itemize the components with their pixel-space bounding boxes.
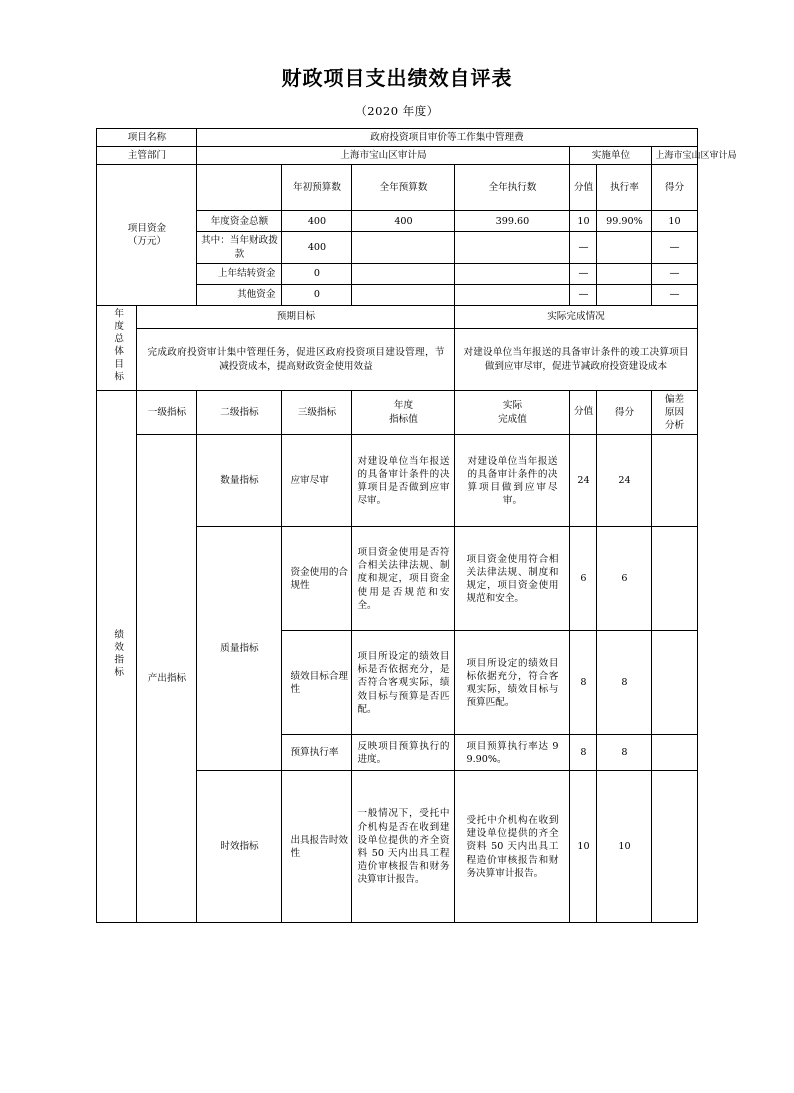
annual-goal-actual-text-value: 对建设单位当年报送的具备审计条件的竣工决算项目做到应审尽审，促进节减政府投资建设成本 <box>463 347 689 372</box>
column-indicator-score-value: 分值 <box>570 390 597 435</box>
funding-label-carryover: 上年结转资金 <box>197 263 282 284</box>
funding-total-execution-rate: 99.90% <box>597 211 652 232</box>
annual-goal-actual-header: 实际完成情况 <box>455 305 697 328</box>
funding-total-annual-executed: 399.60 <box>455 211 570 232</box>
project-name-value: 政府投资项目审价等工作集中管理费 <box>197 129 697 147</box>
table-row-indicators-header <box>97 390 697 435</box>
indicator-score-value-audit-coverage: 24 <box>570 435 597 527</box>
funding-carryover-score: — <box>652 263 697 284</box>
funding-fiscal-annual-executed <box>455 232 570 263</box>
indicator-target-fund-compliance <box>352 527 455 631</box>
indicator-level3-audit-coverage: 应审尽审 <box>282 435 352 527</box>
annual-goal-actual-text <box>455 329 697 391</box>
indicator-score-budget-execution: 8 <box>597 735 652 771</box>
indicator-level3-report-timeliness: 出具报告时效性 <box>282 771 352 923</box>
table-row-annual-goal-content <box>97 329 697 391</box>
indicator-deviation-goal-rationality <box>652 631 697 735</box>
indicator-score-fund-compliance: 6 <box>597 527 652 631</box>
column-annual-budget: 全年预算数 <box>352 165 455 211</box>
funding-other-execution-rate <box>597 284 652 305</box>
indicator-target-audit-coverage <box>352 435 455 527</box>
funding-total-annual-budget: 400 <box>352 211 455 232</box>
column-execution-rate: 执行率 <box>597 165 652 211</box>
funding-fiscal-score-value: — <box>570 232 597 263</box>
annual-goal-expected-text <box>137 329 455 391</box>
indicator-actual-report-timeliness-text: 受托中介机构在收到建设单位提供的齐全资料 50 天内出具工程造价审核报告和财务决算审计报告。 <box>466 814 559 879</box>
funding-section-label-line1: 项目资金 <box>127 222 167 234</box>
page-subtitle: （2020 年度） <box>355 104 439 118</box>
indicator-target-goal-rationality <box>352 631 455 735</box>
column-target-value-line2: 指标值 <box>389 413 418 425</box>
annual-goal-row-label-text: 年度总体目标 <box>112 307 124 384</box>
column-deviation-line1: 偏差 <box>664 393 685 405</box>
column-score: 得分 <box>652 165 697 211</box>
funding-other-annual-executed <box>455 284 570 305</box>
indicator-target-budget-execution-text: 反映项目预算执行的进度。 <box>357 740 450 765</box>
funding-fiscal-annual-budget <box>352 232 455 263</box>
indicator-score-report-timeliness: 10 <box>597 771 652 923</box>
indicator-level2-timeliness: 时效指标 <box>197 771 282 923</box>
indicator-target-budget-execution <box>352 735 455 771</box>
column-target-value-line1: 年度 <box>393 400 414 412</box>
indicator-target-goal-rationality-text: 项目所设定的绩效目标是否依据充分，是否符合客观实际，绩效目标与预算是否匹配。 <box>357 650 450 715</box>
indicator-target-report-timeliness-text: 一般情况下，受托中介机构是否在收到建设单位提供的齐全资料 50 天内出具工程造价审核报告和财务决算审计报告。 <box>357 808 450 886</box>
funding-label-fiscal-appropriation: 其中：当年财政拨款 <box>197 232 282 263</box>
column-level3: 三级指标 <box>282 390 352 435</box>
column-annual-executed: 全年执行数 <box>455 165 570 211</box>
funding-carryover-score-value: — <box>570 263 597 284</box>
funding-other-annual-budget <box>352 284 455 305</box>
funding-total-initial-budget: 400 <box>282 211 352 232</box>
funding-label-other: 其他资金 <box>197 284 282 305</box>
funding-row-label-header <box>197 165 282 211</box>
indicator-actual-goal-rationality <box>455 631 570 735</box>
annual-goal-expected-header: 预期目标 <box>137 305 455 328</box>
funding-label-total: 年度资金总额 <box>197 211 282 232</box>
indicator-score-value-report-timeliness: 10 <box>570 771 597 923</box>
column-indicator-score: 得分 <box>597 390 652 435</box>
funding-total-score-value: 10 <box>570 211 597 232</box>
table-row-department <box>97 147 697 165</box>
indicator-actual-fund-compliance-text: 项目资金使用符合相关法律法规、制度和规定，项目资金使用规范和安全。 <box>466 553 559 605</box>
indicator-level3-fund-compliance: 资金使用的合规性 <box>282 527 352 631</box>
annual-goal-expected-text-value: 完成政府投资审计集中管理任务，促进区政府投资项目建设管理，节减投资成本，提高财政资金使用效益 <box>147 347 445 372</box>
indicator-level2-quality: 质量指标 <box>197 527 282 771</box>
indicator-score-audit-coverage: 24 <box>597 435 652 527</box>
indicator-deviation-fund-compliance <box>652 527 697 631</box>
indicator-level3-goal-rationality: 绩效目标合理性 <box>282 631 352 735</box>
column-level2: 二级指标 <box>197 390 282 435</box>
table-row-funding-header <box>97 165 697 211</box>
funding-total-score: 10 <box>652 211 697 232</box>
indicator-actual-fund-compliance <box>455 527 570 631</box>
column-deviation <box>652 390 697 435</box>
funding-section-label-line2: （万元） <box>127 236 167 248</box>
indicator-level2-quantity: 数量指标 <box>197 435 282 527</box>
column-deviation-line3: 分析 <box>664 420 685 432</box>
column-level1: 一级指标 <box>137 390 197 435</box>
indicators-row-label-text: 绩效指标 <box>112 629 124 680</box>
table-row-annual-goal-header <box>97 305 697 328</box>
implementing-unit-label: 实施单位 <box>570 147 652 165</box>
funding-carryover-annual-executed <box>455 263 570 284</box>
column-deviation-line2: 原因 <box>664 407 685 419</box>
indicator-score-value-fund-compliance: 6 <box>570 527 597 631</box>
indicator-level3-budget-execution: 预算执行率 <box>282 735 352 771</box>
indicator-target-fund-compliance-text: 项目资金使用是否符合相关法律法规、制度和规定，项目资金使用是否规范和安全。 <box>357 546 450 611</box>
implementing-unit-value: 上海市宝山区审计局 <box>652 147 697 165</box>
funding-other-initial-budget: 0 <box>282 284 352 305</box>
funding-fiscal-execution-rate <box>597 232 652 263</box>
column-actual-value-line2: 完成值 <box>498 413 527 425</box>
column-score-value: 分值 <box>570 165 597 211</box>
indicator-deviation-audit-coverage <box>652 435 697 527</box>
indicator-score-goal-rationality: 8 <box>597 631 652 735</box>
column-actual-value-line1: 实际 <box>502 400 523 412</box>
indicator-level1-output: 产出指标 <box>137 435 197 923</box>
indicator-actual-budget-execution <box>455 735 570 771</box>
funding-carryover-initial-budget: 0 <box>282 263 352 284</box>
table-row-project-name <box>97 129 697 147</box>
funding-section-label <box>97 165 197 305</box>
department-value: 上海市宝山区审计局 <box>197 147 570 165</box>
funding-fiscal-score: — <box>652 232 697 263</box>
indicator-actual-report-timeliness <box>455 771 570 923</box>
annual-goal-row-label <box>97 305 137 390</box>
funding-carryover-annual-budget <box>352 263 455 284</box>
indicator-score-value-budget-execution: 8 <box>570 735 597 771</box>
funding-carryover-execution-rate <box>597 263 652 284</box>
column-initial-budget: 年初预算数 <box>282 165 352 211</box>
indicator-actual-audit-coverage <box>455 435 570 527</box>
indicator-actual-budget-execution-text: 项目预算执行率达 99.90%。 <box>466 740 559 765</box>
indicator-deviation-report-timeliness <box>652 771 697 923</box>
indicator-target-audit-coverage-text: 对建设单位当年报送的具备审计条件的决算项目是否做到应审尽审。 <box>357 455 450 507</box>
page-title: 财政项目支出绩效自评表 <box>281 66 513 90</box>
column-actual-value <box>455 390 570 435</box>
indicator-deviation-budget-execution <box>652 735 697 771</box>
department-label: 主管部门 <box>97 147 197 165</box>
performance-self-evaluation-table <box>96 128 737 923</box>
indicator-score-value-goal-rationality: 8 <box>570 631 597 735</box>
funding-other-score-value: — <box>570 284 597 305</box>
indicator-actual-audit-coverage-text: 对建设单位当年报送的具备审计条件的决算项目做到应审尽审。 <box>467 455 558 507</box>
column-target-value <box>352 390 455 435</box>
indicators-row-label <box>97 390 137 923</box>
indicator-actual-goal-rationality-text: 项目所设定的绩效目标依据充分，符合客观实际，绩效目标与预算匹配。 <box>466 657 559 709</box>
table-row-indicator-quantity <box>97 435 697 527</box>
funding-other-score: — <box>652 284 697 305</box>
funding-fiscal-initial-budget: 400 <box>282 232 352 263</box>
project-name-label: 项目名称 <box>97 129 197 147</box>
indicator-target-report-timeliness <box>352 771 455 923</box>
